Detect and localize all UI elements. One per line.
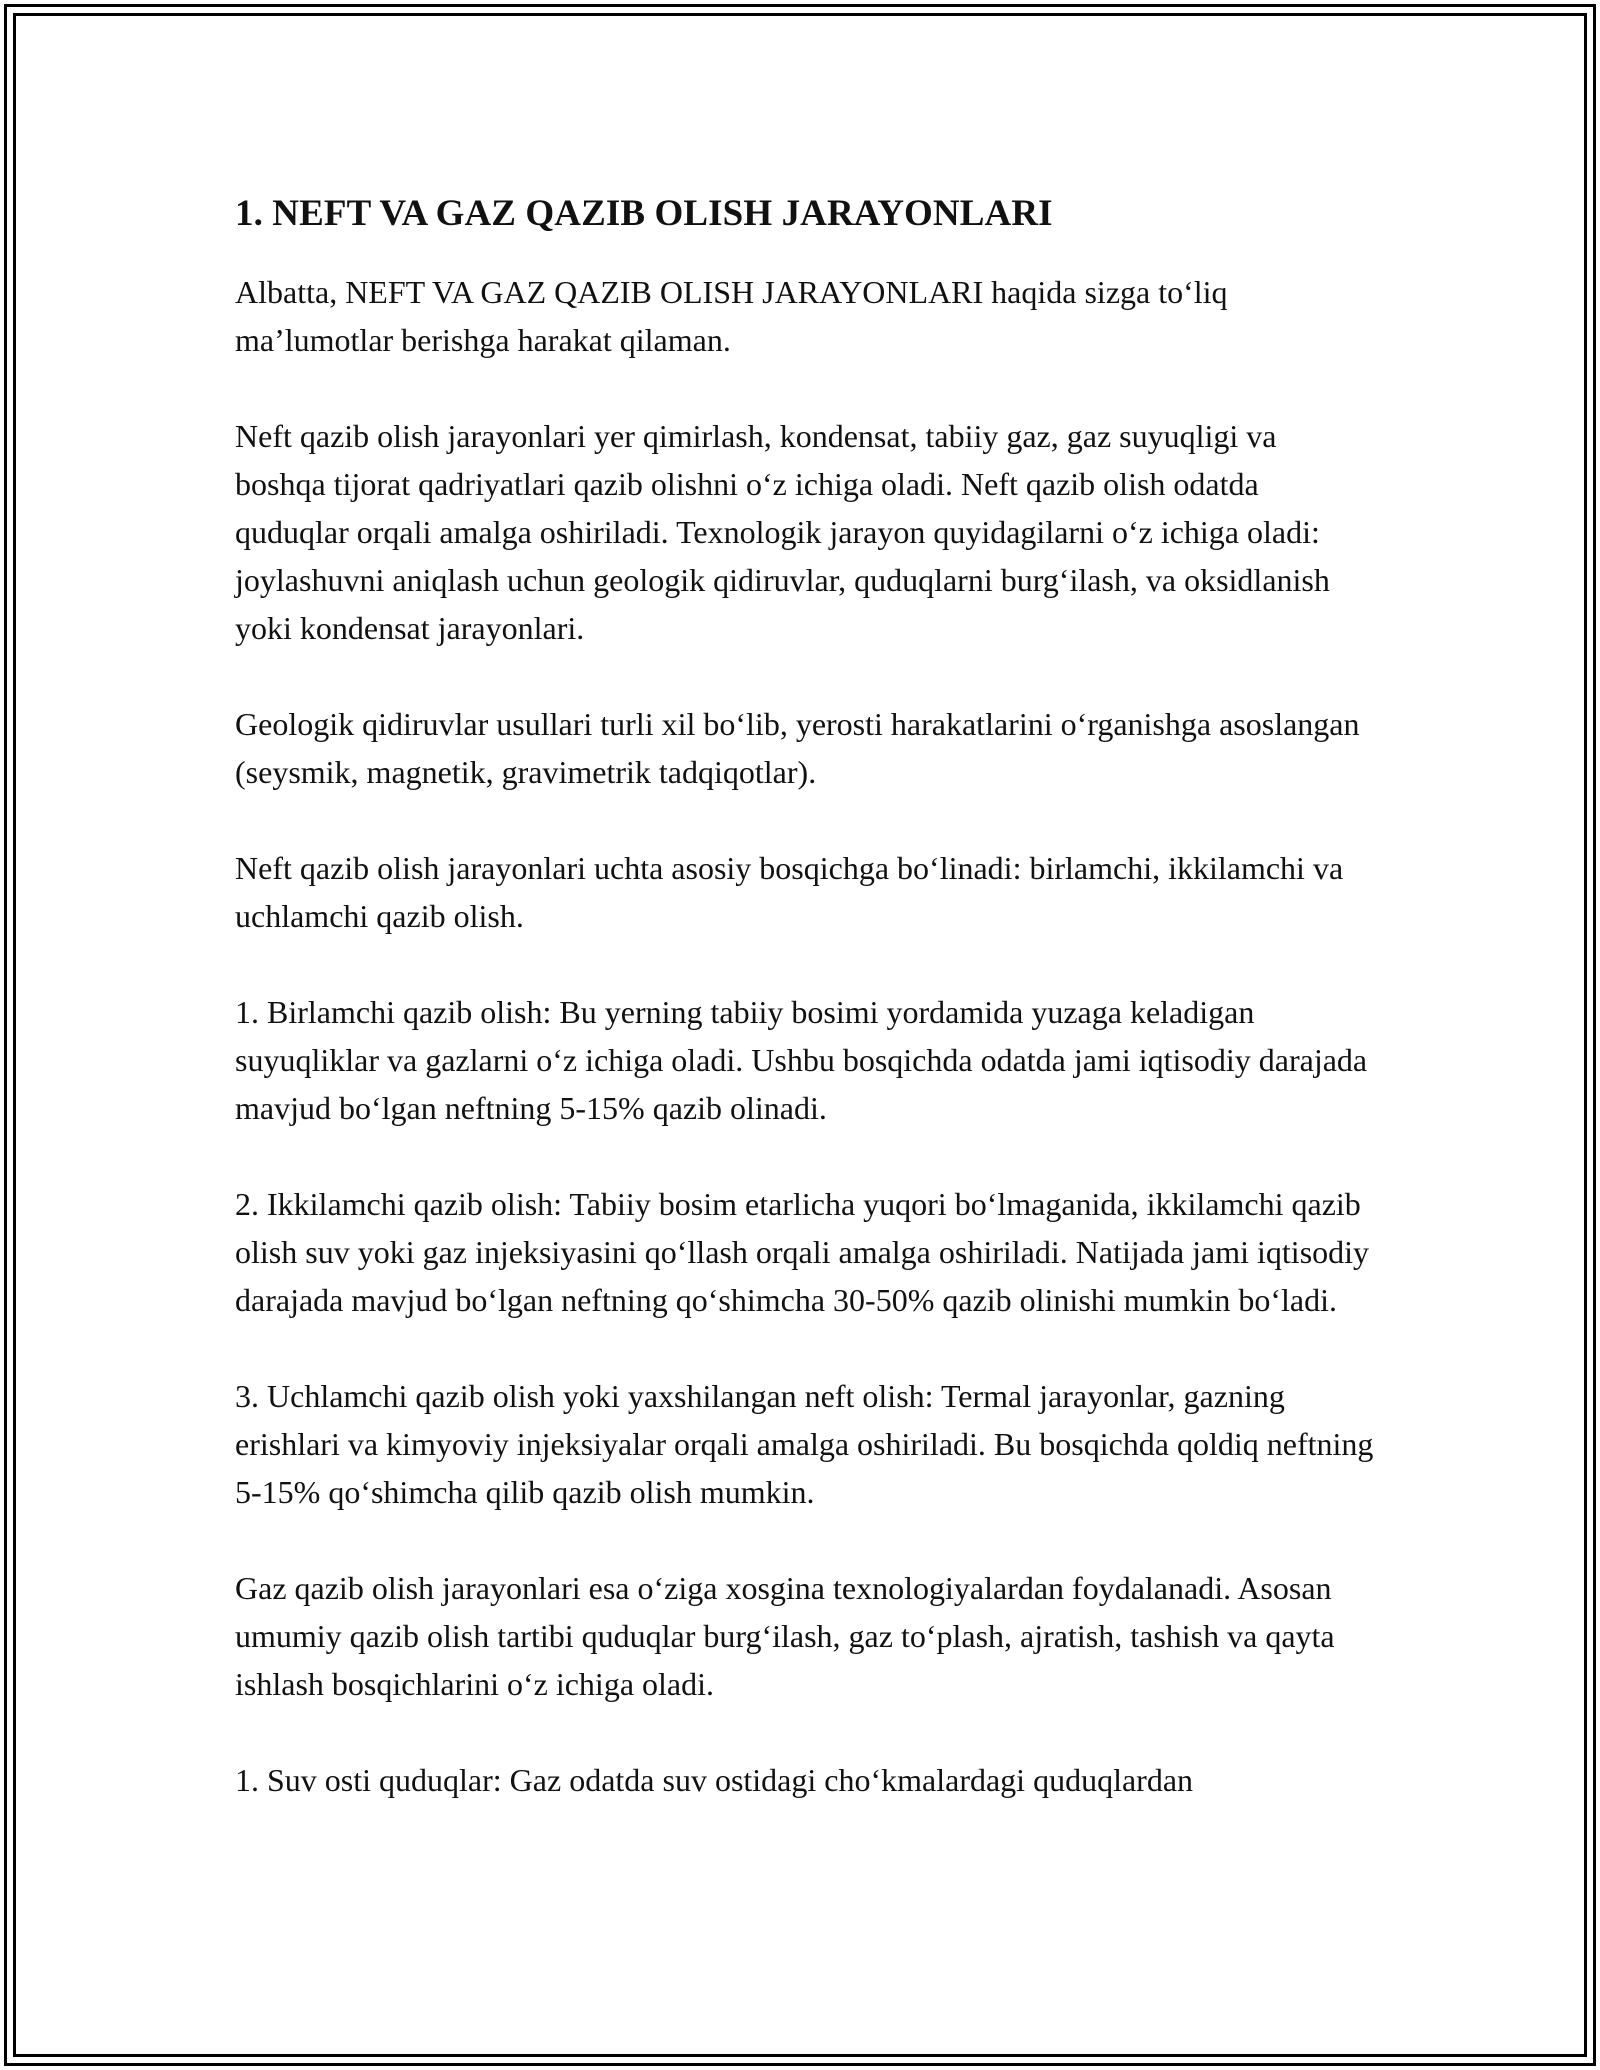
paragraph-secondary-recovery: 2. Ikkilamchi qazib olish: Tabiiy bosim etarlicha yuqori bo‘lmaganida, ikkilamchi qazib olish suv yoki gaz injeksiyasini qo‘llash orqali amalga oshiriladi. Natijada jami iqtisodiy darajada mavjud bo‘lgan neftning qo‘shimcha 30-50% qazib olinishi mumkin bo‘ladi. [235, 1186, 1370, 1318]
document-body [235, 188, 1375, 1852]
paragraph-oil-extraction-overview: Neft qazib olish jarayonlari yer qimirlash, kondensat, tabiiy gaz, gaz suyuqligi va boshqa tijorat qadriyatlari qazib olishni o‘z ichiga oladi. Neft qazib olish odatda quduqlar orqali amalga oshiriladi. Texnologik jarayon quyidagilarni o‘z ichiga oladi: joylashuvni aniqlash uchun geologik qidiruvlar, quduqlarni burg‘ilash, va oksidlanish yoki kondensat jarayonlari. [235, 418, 1330, 646]
paragraph-intro: Albatta, NEFT VA GAZ QAZIB OLISH JARAYONLARI haqida sizga to‘liq ma’lumotlar berishga harakat qilaman. [235, 274, 1228, 358]
paragraph-primary-recovery: 1. Birlamchi qazib olish: Bu yerning tabiiy bosimi yordamida yuzaga keladigan suyuqliklar va gazlarni o‘z ichiga oladi. Ushbu bosqichda odatda jami iqtisodiy darajada mavjud bo‘lgan neftning 5-15% qazib olinadi. [235, 994, 1368, 1126]
paragraph-geological-exploration: Geologik qidiruvlar usullari turli xil bo‘lib, yerosti harakatlarini o‘rganishga asoslangan (seysmik, magnetik, gravimetrik tadqiqotlar). [235, 706, 1360, 790]
document-title: 1. NEFT VA GAZ QAZIB OLISH JARAYONLARI [235, 193, 1053, 234]
paragraph-tertiary-recovery: 3. Uchlamchi qazib olish yoki yaxshilangan neft olish: Termal jarayonlar, gazning erishlari va kimyoviy injeksiyalar orqali amalga oshiriladi. Bu bosqichda qoldiq neftning 5-15% qo‘shimcha qilib qazib olish mumkin. [235, 1378, 1374, 1510]
paragraph-subsea-wells: 1. Suv osti quduqlar: Gaz odatda suv ostidagi cho‘kmalardagi quduqlardan [235, 1762, 1194, 1798]
paragraph-gas-extraction: Gaz qazib olish jarayonlari esa o‘ziga xosgina texnologiyalardan foydalanadi. Asosan umumiy qazib olish tartibi quduqlar burg‘ilash, gaz to‘plash, ajratish, tashish va qayta ishlash bosqichlarini o‘z ichiga oladi. [235, 1570, 1335, 1702]
paragraph-three-stages: Neft qazib olish jarayonlari uchta asosiy bosqichga bo‘linadi: birlamchi, ikkilamchi va uchlamchi qazib olish. [235, 850, 1344, 934]
